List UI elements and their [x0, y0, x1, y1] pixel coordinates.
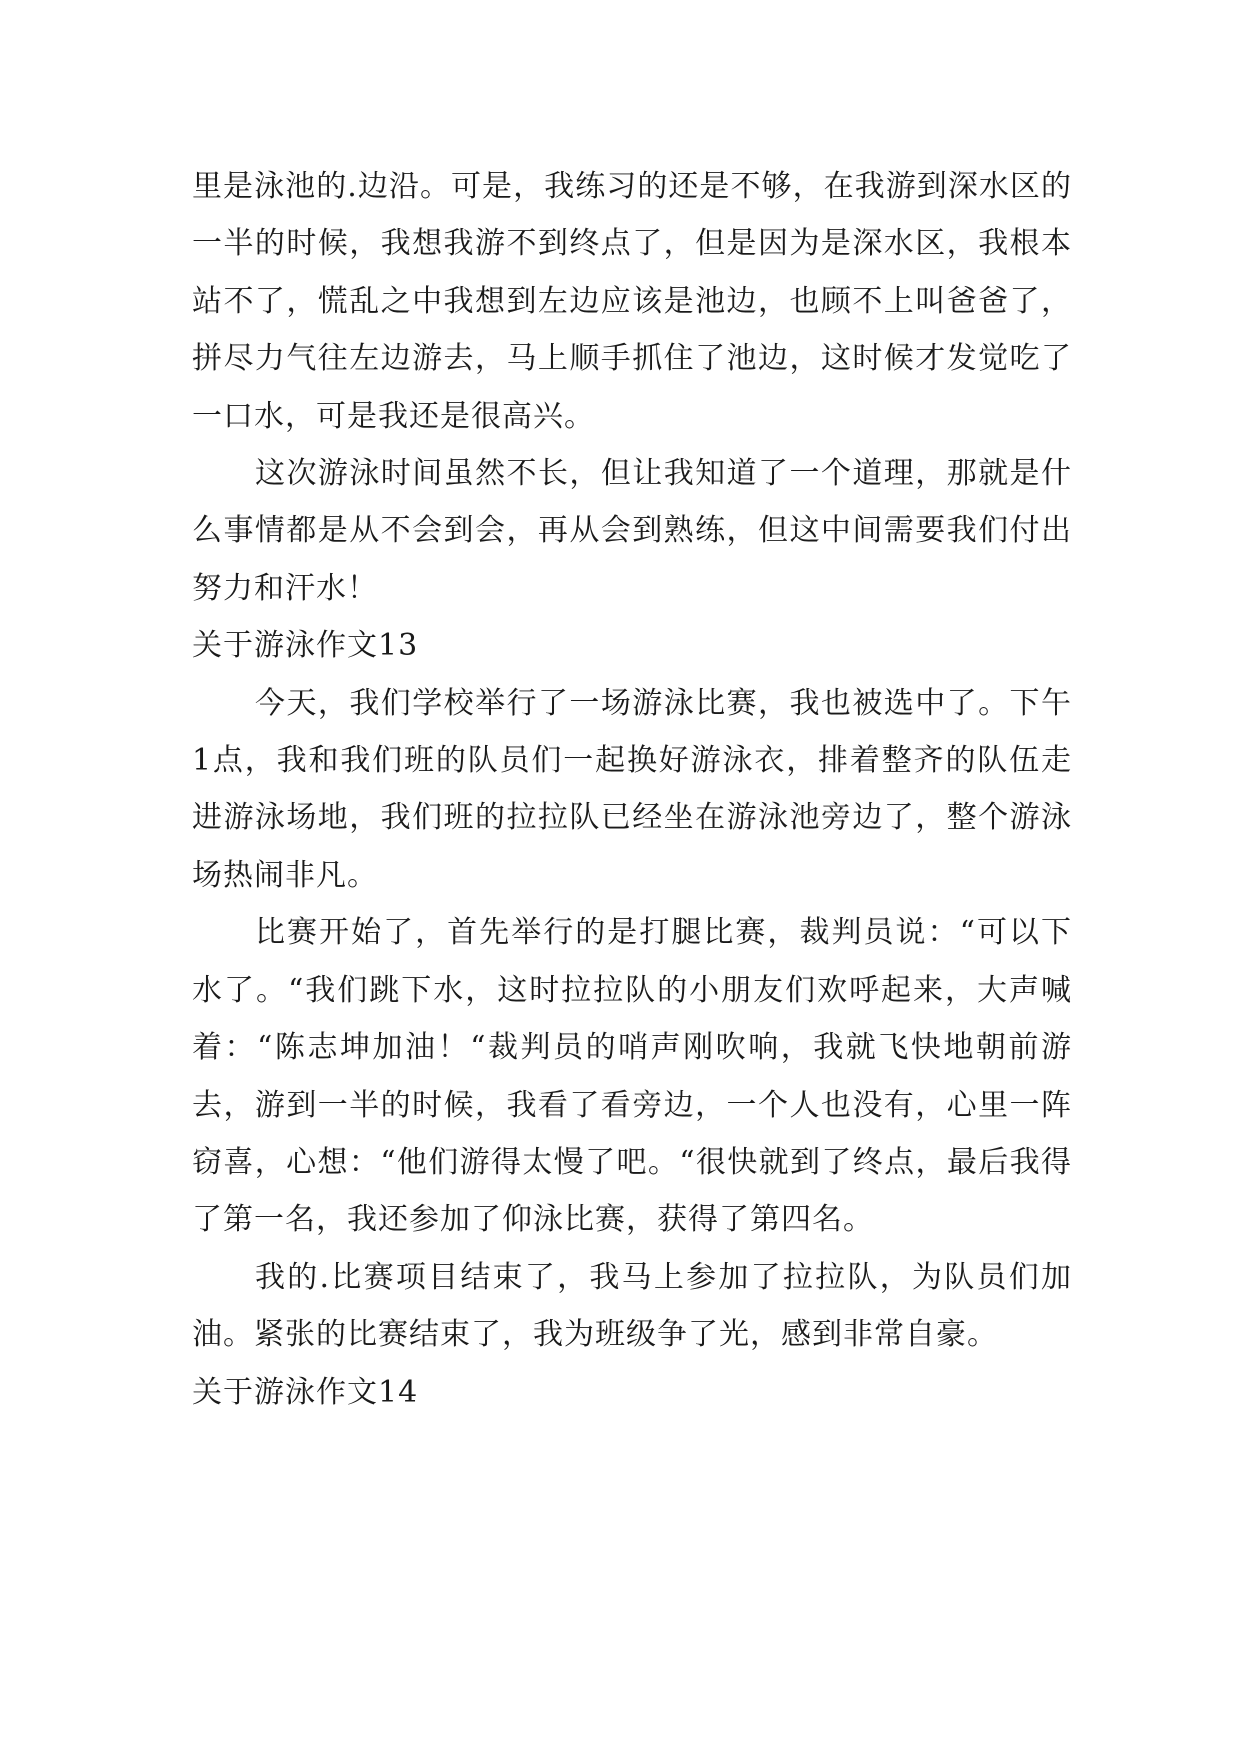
document-page	[192, 158, 1072, 1421]
paragraph-ending: 我的.比赛项目结束了，我马上参加了拉拉队，为队员们加油。紧张的比赛结束了，我为班级争了光，感到非常自豪。	[192, 1259, 1072, 1353]
essay-title-14: 关于游泳作文14	[192, 1374, 419, 1410]
paragraph-race: 比赛开始了，首先举行的是打腿比赛，裁判员说：“可以下水了。“我们跳下水，这时拉拉队的小朋友们欢呼起来，大声喊着：“陈志坤加油！“裁判员的哨声刚吹响，我就飞快地朝前游去，游到一半的时候，我看了看旁边，一个人也没有，心里一阵窃喜，心想：“他们游得太慢了吧。“很快就到了终点，最后我得了第一名，我还参加了仰泳比赛，获得了第四名。	[192, 915, 1072, 1238]
paragraph-intro: 今天，我们学校举行了一场游泳比赛，我也被选中了。下午1点，我和我们班的队员们一起换好游泳衣，排着整齐的队伍走进游泳场地，我们班的拉拉队已经坐在游泳池旁边了，整个游泳场热闹非凡。	[192, 685, 1072, 893]
paragraph-continued: 里是泳池的.边沿。可是，我练习的还是不够，在我游到深水区的一半的时候，我想我游不到终点了，但是因为是深水区，我根本站不了，慌乱之中我想到左边应该是池边，也顾不上叫爸爸了，拼尽力气往左边游去，马上顺手抓住了池边，这时候才发觉吃了一口水，可是我还是很高兴。	[192, 169, 1072, 434]
essay-title-13: 关于游泳作文13	[192, 628, 419, 664]
paragraph-conclusion: 这次游泳时间虽然不长，但让我知道了一个道理，那就是什么事情都是从不会到会，再从会到熟练，但这中间需要我们付出努力和汗水！	[192, 456, 1072, 606]
